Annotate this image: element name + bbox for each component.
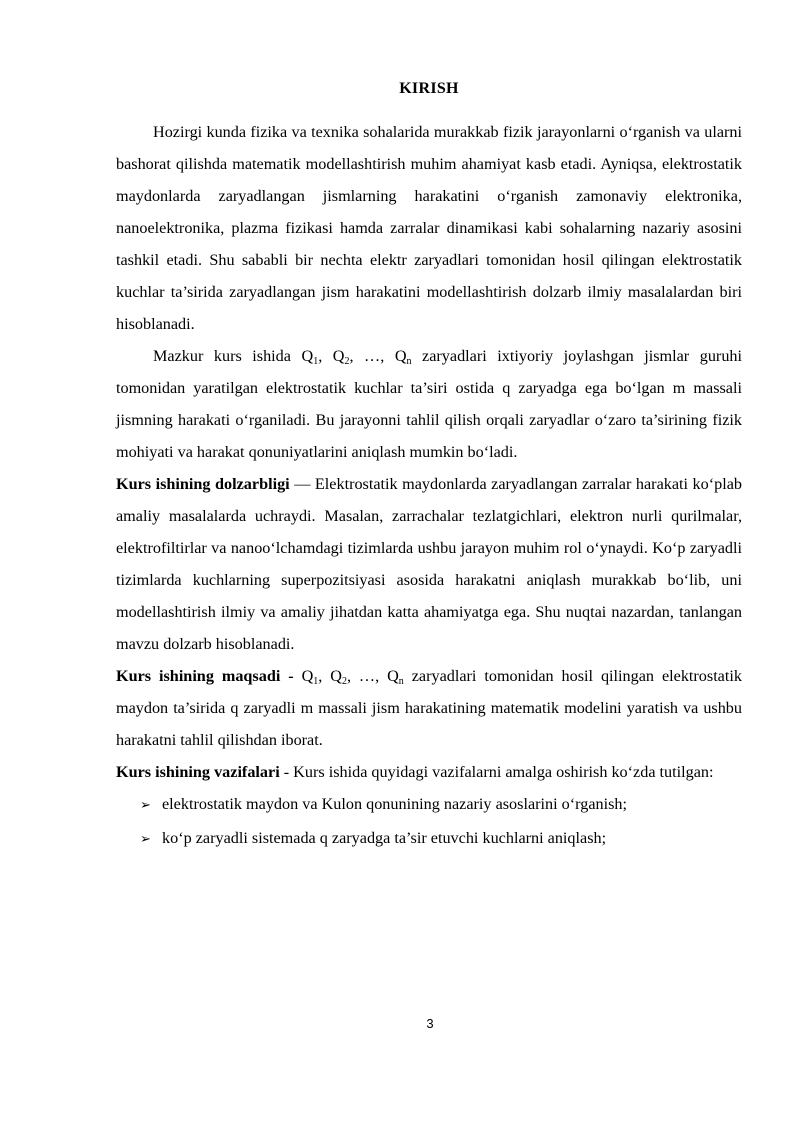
intro-paragraph: Hozirgi kunda fizika va texnika sohalarida murakkab fizik jarayonlarni o‘rganish va ularni bashorat qilishda matematik modellashtirish muhim ahamiyat kasb etadi. Ayniqsa, elektrostatik maydonlarda zaryadlangan jismlarning harakatini o‘rganish zamonaviy elektronika, nanoelektronika, plazma fizikasi hamda zarralar dinamikasi kabi sohalarning nazariy asosini tashkil etadi. Shu sababli bir nechta elektr zaryadlari tomonidan hosil qilingan elektrostatik kuchlar ta’sirida zaryadlangan jism harakatini modellashtirish dolzarb ilmiy masalalardan biri hisoblanadi. bbox=[116, 123, 742, 333]
tasks-list bbox=[116, 788, 742, 856]
tasks-paragraph: Kurs ishining vazifalari - Kurs ishida quyidagi vazifalarni amalga oshirish ko‘zda tutilgan: bbox=[116, 763, 714, 781]
arrow-bullet-icon: ➢ bbox=[140, 832, 151, 847]
tasks-heading: Kurs ishining vazifalari bbox=[116, 763, 280, 781]
list-item: ➢ ko‘p zaryadli sistemada q zaryadga ta’sir etuvchi kuchlarni aniqlash; bbox=[140, 822, 742, 856]
section-title: KIRISH bbox=[399, 80, 459, 97]
goal-paragraph: Kurs ishining maqsadi - $Q_1$, $Q_2$, …, $Q_n$ zaryadlari tomonidan hosil qilingan elektrostatik maydon ta’sirida q zaryadli m massali jism harakatining matematik modelini yaratish va ushbu harakatni tahlil qilishdan iborat. bbox=[116, 667, 742, 749]
arrow-bullet-icon: ➢ bbox=[140, 798, 151, 813]
list-item: ➢ elektrostatik maydon va Kulon qonunining nazariy asoslarini o‘rganish; bbox=[140, 788, 742, 822]
relevance-heading: Kurs ishining dolzarbligi bbox=[116, 475, 290, 493]
scope-paragraph: Mazkur kurs ishida $Q_1$, $Q_2$, …, $Q_n$ zaryadlari ixtiyoriy joylashgan jismlar guruhi tomonidan yaratilgan elektrostatik kuchlar ta’siri ostida q zaryadga ega bo‘lgan m massali jismning harakati o‘rganiladi. Bu jarayonni tahlil qilish orqali zaryadlar o‘zaro ta’sirining fizik mohiyati va harakat qonuniyatlarini aniqlash mumkin bo‘ladi. bbox=[116, 347, 742, 461]
relevance-paragraph: Kurs ishining dolzarbligi — Elektrostatik maydonlarda zaryadlangan zarralar harakati ko‘plab amaliy masalalarda uchraydi. Masalan, zarrachalar tezlatgichlari, elektron nurli qurilmalar, elektrofiltirlar va nanoo‘lchamdagi tizimlarda ushbu jarayon muhim rol o‘ynaydi. Ko‘p zaryadli tizimlarda kuchlarning superpozitsiyasi asosida harakatni aniqlash murakkab bo‘lib, uni modellashtirish ilmiy va amaliy jihatdan katta ahamiyatga ega. Shu nuqtai nazardan, tanlangan mavzu dolzarb hisoblanadi. bbox=[116, 475, 742, 653]
document-page bbox=[116, 70, 742, 856]
page-number: 3 bbox=[426, 1016, 434, 1031]
goal-heading: Kurs ishining maqsadi - bbox=[116, 667, 294, 685]
